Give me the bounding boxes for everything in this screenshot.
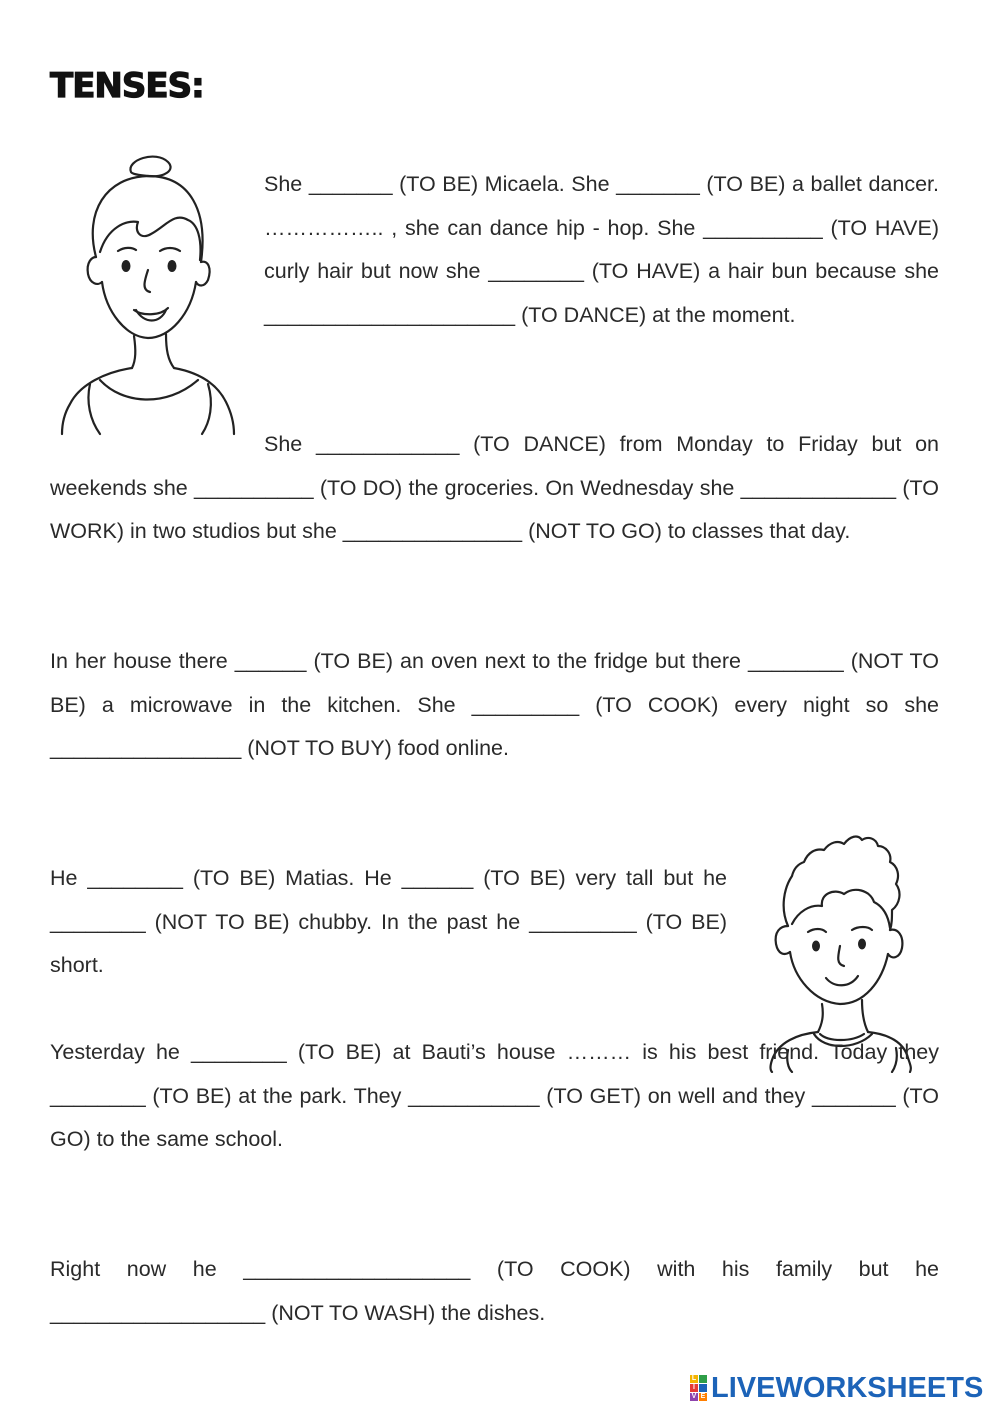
- paragraph-5: Yesterday he ________ (TO BE) at Bauti’s house ……… is his best friend. Today they ________ (TO BE) at the park. They ___________ (TO GET) on well and they _______ (TO GO) to the same school.: [50, 1040, 939, 1151]
- paragraph-1: She _______ (TO BE) Micaela. She _______ (TO BE) a ballet dancer. …………….. , she can dance hip - hop. She __________ (TO HAVE) curly hair but now she ________ (TO HAVE) a hair bun because she _____________________ (TO DANCE) at the moment.: [264, 172, 939, 327]
- logo-text: LIVEWORKSHEETS: [711, 1371, 984, 1404]
- paragraph-3: In her house there ______ (TO BE) an oven next to the fridge but there ________ (NOT TO BE) a microwave in the kitchen. She _________ (TO COOK) every night so she ________________ (NOT TO BUY) food online.: [50, 649, 939, 760]
- paragraph-4: He ________ (TO BE) Matias. He ______ (TO BE) very tall but he ________ (NOT TO BE) chubby. In the past he _________ (TO BE) short.: [50, 866, 727, 977]
- girl-illustration: [56, 152, 246, 437]
- paragraph-6: Right now he ___________________ (TO COOK) with his family but he __________________ (NOT TO WASH) the dishes.: [50, 1257, 939, 1325]
- paragraph-2: She ____________ (TO DANCE) from Monday to Friday but on weekends she __________ (TO DO) the groceries. On Wednesday she _____________ (TO WORK) in two studios but she _______________ (NOT TO GO) to classes that day.: [50, 432, 939, 543]
- page-title: TENSES:: [50, 66, 204, 106]
- logo-mark-icon: L I V E: [691, 1375, 706, 1400]
- liveworksheets-logo: [690, 1371, 990, 1405]
